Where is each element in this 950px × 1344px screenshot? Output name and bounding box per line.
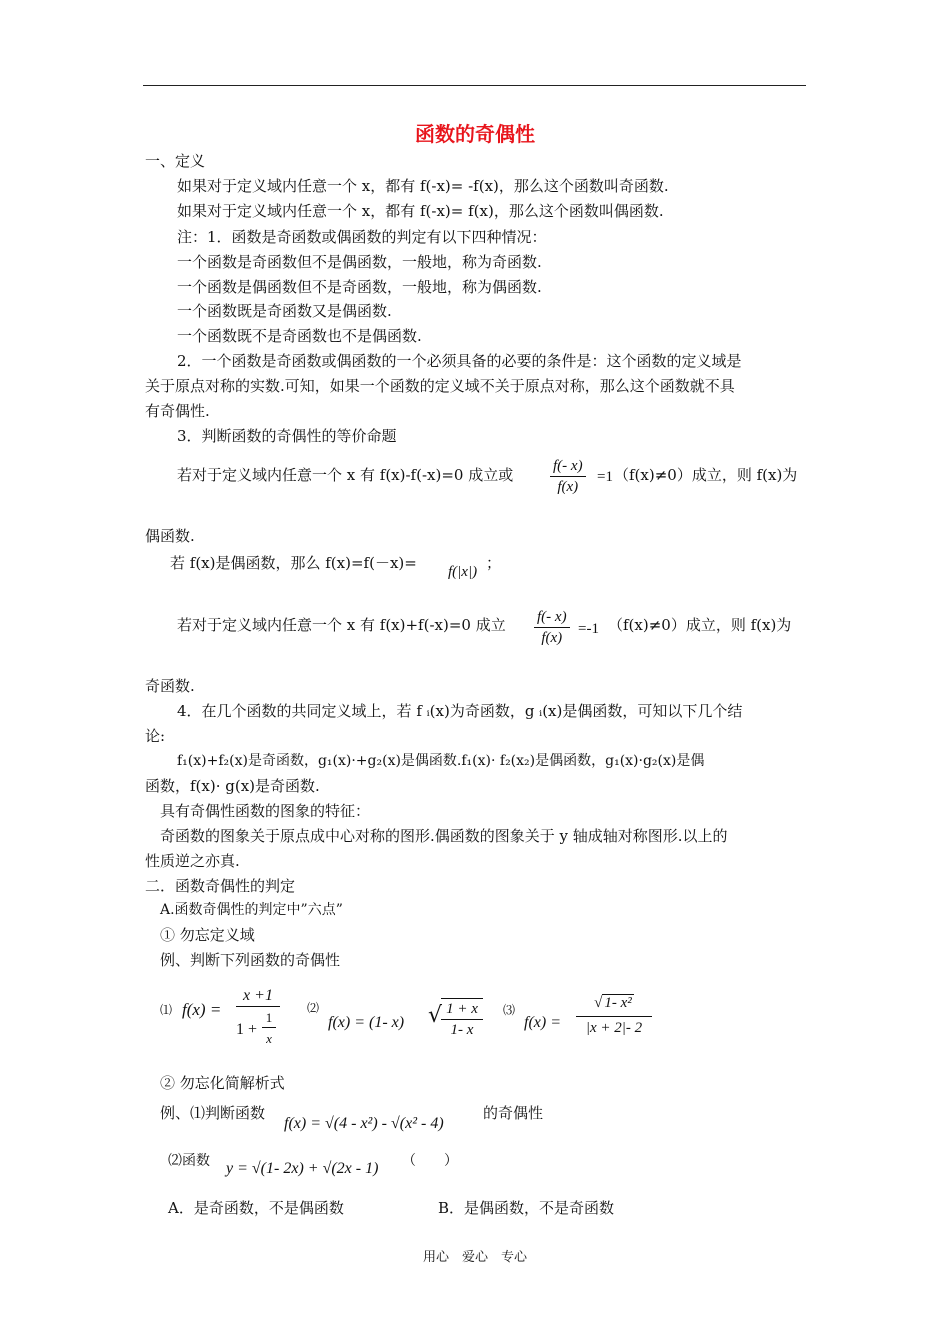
note-4-line-3: f₁(x)+f₂(x)是奇函数，g₁(x)·+g₂(x)是偶函数.f₁(x)· f₂(x₂)是偶函数，g₁(x)·g₂(x)是偶	[177, 753, 705, 769]
even-fraction-denominator: f(x)	[557, 479, 579, 495]
even-equals: =1	[597, 469, 613, 485]
formula-2-lhs: f(x) = (1- x)	[328, 1014, 405, 1031]
formula-1-denominator	[236, 1007, 280, 1055]
note-4-line-1: 4．在几个函数的共同定义域上，若 f ᵢ(x)为奇函数，g ᵢ(x)是偶函数，可知以下几个结	[177, 702, 743, 720]
note-4-line-4: 函数，f(x)· g(x)是奇函数.	[145, 777, 320, 795]
note-2-line-3: 有奇偶性.	[145, 402, 210, 420]
even-abs-semicolon: ；	[486, 554, 502, 572]
note-2-line-1: 2．一个函数是奇函数或偶函数的一个必须具备的必要的条件是：这个函数的定义域是	[177, 352, 742, 370]
example-2-part-2-formula: y = √(1- 2x) + √(2x - 1)	[226, 1160, 379, 1177]
definition-even: 如果对于定义域内任意一个 x，都有 f(-x)= f(x)，那么这个函数叫偶函数.	[177, 202, 664, 220]
note-3: 3．判断函数的奇偶性的等价命题	[177, 427, 397, 445]
option-b: B．是偶函数，不是奇函数	[438, 1199, 615, 1217]
formula-1-fraction	[236, 986, 280, 1055]
section-heading-judgement: 二．函数奇偶性的判定	[145, 877, 296, 895]
point-1: ① 勿忘定义域	[160, 926, 255, 944]
odd-conclusion: 奇函数.	[145, 677, 195, 695]
formula-1-denominator-one: 1 +	[236, 1021, 258, 1038]
formula-3-fraction	[576, 990, 652, 1039]
formula-1-lhs: f(x) =	[182, 1000, 222, 1019]
odd-fraction-denominator: f(x)	[541, 630, 563, 646]
header-rule	[143, 85, 806, 86]
formula-3-radical-icon: √	[594, 995, 603, 1011]
even-fraction	[550, 456, 586, 497]
case-1: 一个函数是奇函数但不是偶函数，一般地，称为奇函数.	[177, 253, 542, 271]
example-2-prompt: 例、⑴判断函数	[160, 1104, 266, 1122]
formula-2-numerator: 1 + x	[441, 999, 483, 1020]
option-a: A．是奇函数，不是偶函数	[168, 1199, 344, 1217]
point-2: ② 勿忘化简解析式	[160, 1074, 285, 1092]
note-1: 注：1．函数是奇函数或偶函数的判定有以下四种情况：	[177, 228, 547, 246]
formula-1-inner-denominator: x	[266, 1031, 272, 1046]
graph-line-1: 奇函数的图象关于原点成中心对称的图形.偶函数的图象关于 y 轴成轴对称图形.以上的	[160, 827, 728, 845]
formula-3-denominator: |x + 2|- 2	[585, 1020, 643, 1036]
odd-condition-tail: （f(x)≠0）成立，则 f(x)为	[608, 616, 792, 634]
definition-odd: 如果对于定义域内任意一个 x，都有 f(-x)= -f(x)，那么这个函数叫奇函数.	[177, 177, 669, 195]
subsection-six-points: A.函数奇偶性的判定中”六点”	[160, 902, 343, 918]
even-fraction-numerator: f(- x)	[550, 456, 586, 477]
formula-1-inner-numerator: 1	[262, 1009, 276, 1028]
formula-3-numerator	[576, 990, 652, 1017]
formula-1-number: ⑴	[160, 1003, 173, 1017]
formula-2-radical-icon: √	[428, 1003, 443, 1028]
even-condition-tail: （f(x)≠0）成立，则 f(x)为	[614, 466, 798, 484]
odd-condition-text: 若对于定义域内任意一个 x 有 f(x)+f(-x)=0 成立	[177, 616, 506, 634]
odd-equals: =-1	[578, 621, 599, 637]
even-conclusion: 偶函数.	[145, 527, 195, 545]
case-4: 一个函数既不是奇函数也不是偶函数.	[177, 327, 422, 345]
even-abs-math: f(|x|)	[448, 564, 478, 580]
formula-3-lhs: f(x) =	[524, 1014, 561, 1031]
example-2-tail: 的奇偶性	[483, 1104, 544, 1122]
example-2-formula: f(x) = √(4 - x²) - √(x² - 4)	[284, 1115, 444, 1132]
formula-3-radicand: 1- x²	[604, 995, 632, 1011]
even-abs-text: 若 f(x)是偶函数，那么 f(x)=f(－x)=	[170, 554, 417, 572]
case-3: 一个函数既是奇函数又是偶函数.	[177, 302, 392, 320]
formula-2-number: ⑵	[307, 1001, 320, 1015]
formula-1-numerator: x +1	[236, 986, 280, 1007]
note-2-line-2: 关于原点对称的实数.可知，如果一个函数的定义域不关于原点对称，那么这个函数就不具	[145, 377, 735, 395]
graph-line-2: 性质逆之亦真.	[145, 852, 240, 870]
odd-fraction	[534, 607, 570, 648]
page-footer: 用心 爱心 专心	[422, 1250, 527, 1265]
formula-2-fraction	[441, 998, 483, 1040]
even-condition-text: 若对于定义域内任意一个 x 有 f(x)-f(-x)=0 成立或	[177, 466, 514, 484]
odd-fraction-numerator: f(- x)	[534, 607, 570, 628]
example-1-prompt: 例、判断下列函数的奇偶性	[160, 951, 341, 969]
section-heading-definition: 一、定义	[145, 152, 206, 170]
example-2-part-2-prompt: ⑵函数	[168, 1153, 210, 1169]
formula-3-number: ⑶	[503, 1003, 516, 1017]
case-2: 一个函数是偶函数但不是奇函数，一般地，称为偶函数.	[177, 278, 542, 296]
note-4-line-2: 论:	[145, 727, 166, 745]
page-title: 函数的奇偶性	[415, 122, 535, 146]
answer-blank: （ ）	[402, 1153, 458, 1169]
graph-heading: 具有奇偶性函数的图象的特征：	[160, 802, 371, 820]
formula-2-denominator: 1- x	[450, 1022, 474, 1038]
